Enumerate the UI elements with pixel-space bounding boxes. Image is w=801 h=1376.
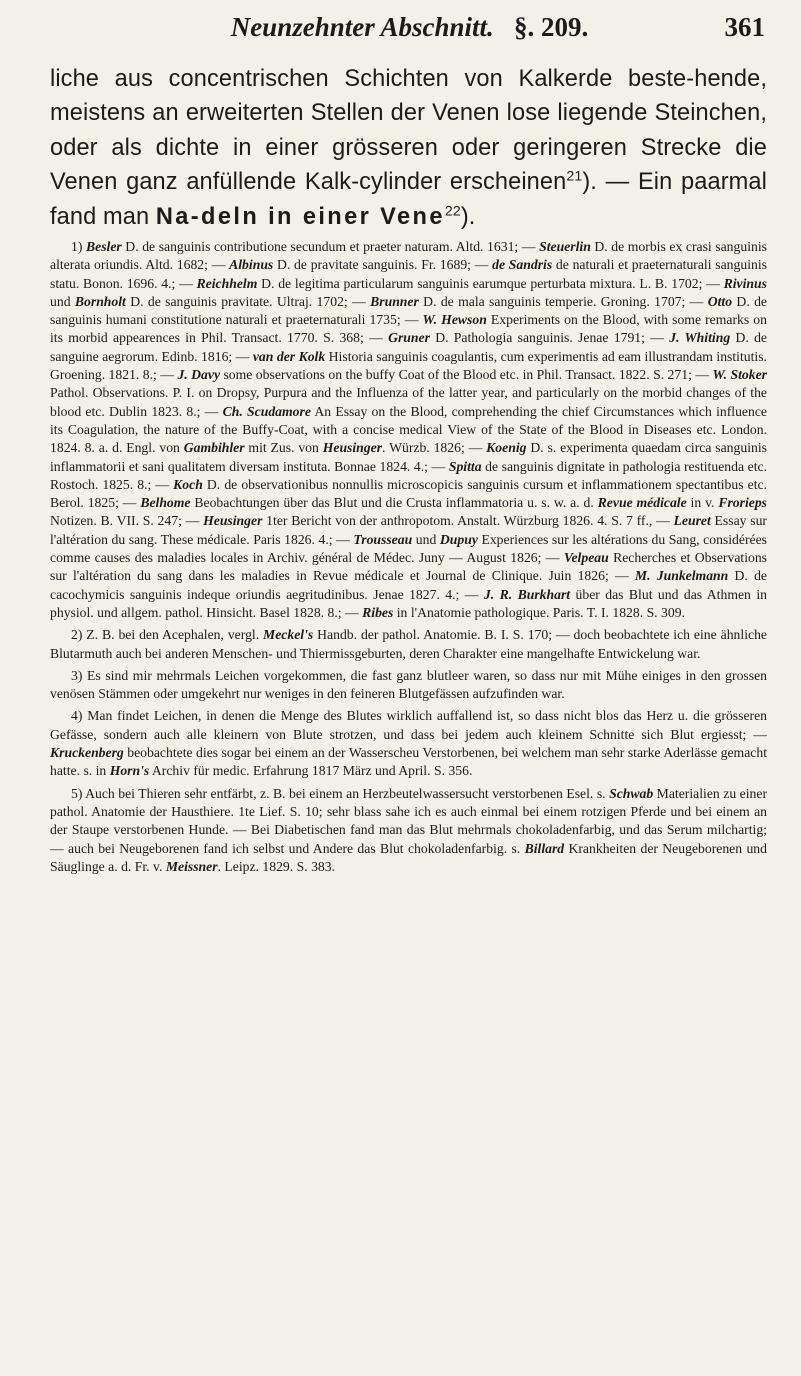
- footnote-text: und: [50, 293, 75, 309]
- cited-author: W. Hewson: [422, 312, 487, 328]
- cited-author: Albinus: [229, 257, 274, 273]
- footnote-text: D. de observationibus nonnullis microscopicis sanguinis cursum et inflammationem spectantibus etc. Berol. 1825; —: [50, 476, 768, 511]
- cited-author: Ch. Scudamore: [222, 403, 311, 419]
- cited-author: Heusinger: [322, 440, 383, 456]
- cited-author: Koch: [173, 476, 203, 492]
- footnote-text: Materialien zu einer pathol. Anatomie der Hausthiere. 1te Lief. S. 10; sehr blass sahe ich es auch einmal bei einem rotzigen Pferde und bei einem an der Staupe verstorbenen Hunde. — Bei Diabetischen fand man das Blut mehrmals chokoladenfarbig, und das Serum milchartig; — auch bei Neugeborenen fand ich selbst und Andere das Blut chokoladenfarbig. s.: [50, 785, 768, 856]
- cited-author: Gruner: [388, 330, 430, 346]
- main-text-part-1: liche aus concentrischen Schichten von Kalkerde beste-hende, meistens an erweiterten Stellen der Venen lose liegende Steinchen, oder als dichte in einer grösseren oder geringeren Strecke die Venen ganz anfüllende Kalk-cylinder erscheinen: [50, 66, 767, 196]
- footnote-text: D. de sanguinis pravitate. Ultraj. 1702; —: [125, 293, 371, 309]
- running-title: [52, 12, 767, 43]
- cited-author: Dupuy: [439, 531, 478, 547]
- cited-author: Koenig: [486, 440, 527, 456]
- footnote-text: Pathol. Observations. P. I. on Dropsy, Purpura and the Influenza of the latter year, and particularly on the morbid changes of the blood etc. Dublin 1823. 8.; —: [50, 385, 767, 419]
- footnote-text: D. de cacochymicis sanguinis indeque oriundis aegritudinibus. Jenae 1827. 4.; —: [50, 568, 767, 602]
- footnote-number: 1): [71, 239, 83, 254]
- footnote-ref-22: 22: [444, 203, 461, 220]
- footnote-text: D. s. experimenta quaedam circa sanguinis inflammatorii et sani qualitatem diversam instituta. Bonnae 1824. 4.; —: [50, 440, 767, 474]
- cited-author: Ribes: [362, 604, 394, 620]
- cited-author: Schwab: [609, 785, 654, 801]
- footnote-4: [50, 707, 767, 780]
- footnote-text: An Essay on the Blood, comprehending the chief Circumstances which influence its Coagulation, the nature of the Buffy-Coat, with a concise medical View of the State of the Blood in Diseases etc. London. 1824. 8. a. d. Engl. von: [50, 403, 767, 456]
- footnote-number: 3): [71, 667, 83, 683]
- footnote-text: Experiences sur les altérations du Sang, considérées comme causes des maladies locales in Archiv. général de Médec. Juny — August 1826; —: [50, 531, 767, 566]
- footnote-3: [50, 667, 767, 704]
- cited-author: Kruckenberg: [50, 745, 124, 761]
- footnote-text: D. de sanguinis humani constitutione naturali et praeternaturali 1735; —: [50, 293, 768, 328]
- footnote-text: Recherches et Observations sur l'altération du sang dans les maladies in Revue médicale et Journal de Clinique. Juin 1826; —: [50, 550, 768, 584]
- footnote-text: D. de legitima particularum sanguinis earumque perturbata mixtura. L. B. 1702; —: [257, 275, 724, 291]
- cited-author: Reichhelm: [196, 275, 258, 291]
- cited-author: Revue médicale: [597, 495, 687, 511]
- footnote-text: Notizen. B. VII. S. 247; —: [50, 513, 204, 529]
- cited-author: Billard: [524, 840, 565, 856]
- footnote-text: D. de sanguine aegrorum. Edinb. 1816; —: [50, 330, 767, 364]
- footnote-text: in l'Anatomie pathologique. Paris. T. I. 1828. S. 309.: [393, 604, 685, 620]
- footnote-text: D. de sanguinis contributione secundum et praeter naturam. Altd. 1631; —: [121, 239, 540, 254]
- footnote-text: Z. B. bei den Acephalen, vergl.: [82, 627, 264, 643]
- footnote-text: Man findet Leichen, in denen die Menge des Blutes wirklich auffallend ist, so dass nicht blos das Herz u. die grösseren Gefässe, sondern auch alle kleinern von Blute strotzen, und dass bei jedem auch kleinem Schnitte sich Blut ergiesst; —: [50, 708, 767, 742]
- footnote-number: 5): [71, 785, 83, 801]
- footnote-text: mit Zus. von: [244, 440, 323, 456]
- cited-author: Meissner: [165, 858, 218, 874]
- footnote-text: in v.: [686, 495, 719, 511]
- cited-author: J. Whiting: [669, 330, 731, 346]
- footnote-text: Essay sur l'altération du sang. These médicale. Paris 1826. 4.; —: [50, 513, 767, 547]
- footnote-5: [50, 785, 767, 876]
- footnote-text: de sanguinis dignitate in pathologia restituenda etc. Rostoch. 1825. 8.; —: [50, 458, 767, 492]
- cited-author: Belhome: [140, 495, 191, 511]
- cited-author: Otto: [707, 293, 733, 309]
- footnote-text: Historia sanguinis coagulantis, cum experimentis ad eam illustrandam institutis. Groening. 1821. 8.; —: [50, 348, 767, 383]
- cited-author: J. R. Burkhart: [483, 586, 571, 602]
- main-text-part-3: ).: [460, 203, 476, 230]
- footnote-text: Krankheiten der Neugeborenen und Säuglinge a. d. Fr. v.: [50, 840, 767, 874]
- cited-author: Velpeau: [563, 550, 609, 566]
- section-number: §. 209.: [514, 12, 589, 42]
- footnote-text: 1ter Bericht von der anthropotom. Anstalt. Würzburg 1826. 4. S. 7 ff., —: [262, 513, 674, 529]
- footnote-1: [50, 238, 767, 622]
- footnote-text: D. de pravitate sanguinis. Fr. 1689; —: [273, 257, 493, 273]
- cited-author: Meckel's: [263, 627, 314, 643]
- page-number: 361: [724, 12, 765, 42]
- cited-author: Leuret: [673, 513, 711, 529]
- cited-author: Trousseau: [353, 531, 413, 547]
- footnote-text: Auch bei Thieren sehr entfärbt, z. B. bei einem an Herzbeutelwassersucht verstorbenen Esel. s.: [82, 785, 610, 801]
- footnote-text: Beobachtungen über das Blut und die Crusta inflammatoria u. s. w. a. d.: [190, 495, 598, 511]
- cited-author: Bornholt: [74, 293, 126, 309]
- footnote-text: D. de morbis ex crasi sanguinis alterata oriundis. Altd. 1682; —: [50, 239, 767, 273]
- cited-author: van der Kolk: [252, 348, 326, 364]
- cited-author: Rivinus: [723, 275, 767, 291]
- footnote-text: D. de mala sanguinis temperie. Groning. 1707; —: [418, 293, 708, 309]
- running-title-text: Neunzehnter Abschnitt.: [230, 12, 494, 42]
- footnote-text: Experiments on the Blood, with some remarks on its morbid appearences in Phil. Transact. 1770. S. 368; —: [50, 312, 767, 346]
- cited-author: Brunner: [370, 293, 419, 309]
- cited-author: Spitta: [448, 458, 482, 474]
- footnote-text: D. Pathologia sanguinis. Jenae 1791; —: [429, 330, 670, 346]
- cited-author: Gambihler: [183, 440, 245, 456]
- cited-author: Frorieps: [718, 495, 768, 511]
- footnote-text: beobachtete dies sogar bei einem an der Wasserscheu Verstorbenen, bei welchem man sehr starke Aderlässe gemacht hatte. s. in: [50, 745, 767, 779]
- footnote-number: 2): [71, 627, 83, 643]
- footnote-text: über das Blut und das Athmen in physiol. und allgem. pathol. Hinsicht. Basel 1828. 8.; —: [50, 586, 767, 620]
- main-text-part-2: ). — Ein paarmal fand man: [50, 169, 767, 230]
- footnote-text: . Würzb. 1826; —: [382, 440, 487, 456]
- footnote-text: und: [412, 531, 440, 547]
- cited-author: de Sandris: [492, 257, 553, 273]
- page-header: [52, 12, 767, 46]
- main-text-spaced: Na-deln in einer Vene: [155, 203, 445, 230]
- footnote-2: [50, 626, 767, 663]
- cited-author: Besler: [85, 239, 122, 254]
- footnote-text: Es sind mir mehrmals Leichen vorgekommen, die fast ganz blutleer waren, so dass nur mit Mühe einiges in den grossen venösen Stämmen oder umgekehrt nur weniges in den feineren Blutgefässen aufzufinden war.: [50, 667, 767, 702]
- footnote-text: de naturali et praeternaturali sanguinis statu. Bonon. 1696. 4.; —: [50, 257, 767, 291]
- cited-author: M. Junkelmann: [634, 568, 729, 584]
- footnote-number: 4): [71, 708, 83, 724]
- cited-author: W. Stoker: [712, 367, 767, 383]
- footnote-ref-21: 21: [566, 168, 583, 185]
- footnote-text: some observations on the buffy Coat of the Blood etc. in Phil. Transact. 1822. S. 271; —: [220, 367, 713, 383]
- footnote-text: Archiv für medic. Erfahrung 1817 März und April. S. 356.: [149, 763, 473, 779]
- main-text: [50, 62, 767, 234]
- footnote-text: . Leipz. 1829. S. 383.: [217, 858, 336, 874]
- footnote-text: Handb. der pathol. Anatomie. B. I. S. 170; — doch beobachtete ich eine ähnliche Blutarmuth auch bei anderen Menschen- und Thiermissgeburten, deren Charakter eine mangelhafte Entwickelung war.: [50, 627, 767, 661]
- cited-author: Heusinger: [203, 513, 263, 529]
- cited-author: J. Davy: [177, 367, 221, 383]
- cited-author: Steuerlin: [539, 239, 591, 254]
- cited-author: Horn's: [109, 763, 150, 779]
- footnotes: [50, 238, 767, 876]
